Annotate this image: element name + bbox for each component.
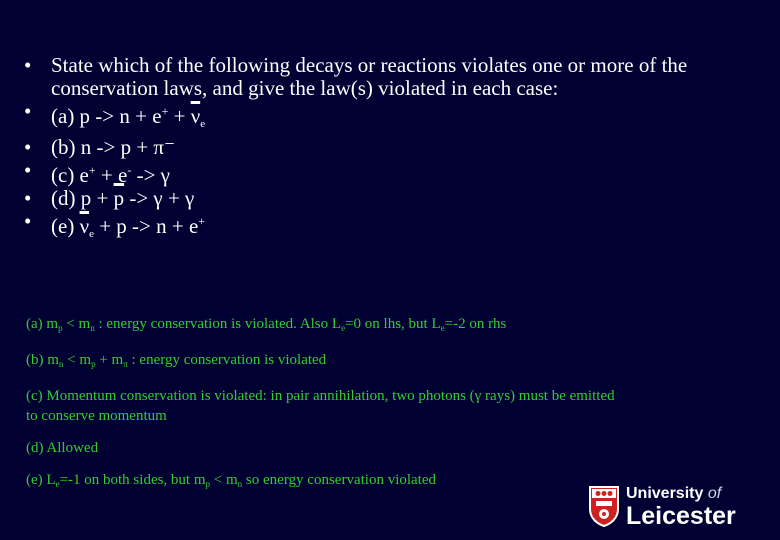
answer-d-text: (d) Allowed — [26, 440, 99, 456]
reaction-e — [24, 210, 724, 246]
reaction-c-sup2: - — [127, 163, 132, 177]
reaction-c-sup1: + — [88, 163, 96, 177]
answer-e-text: (e) L — [26, 472, 56, 488]
bullet-icon: • — [24, 186, 32, 210]
antineutrino-symbol: $\overline{\nu}$ — [190, 104, 201, 128]
answer-e-sub: e — [55, 479, 60, 489]
answer-b-text: < m — [63, 352, 92, 368]
answer-b-text: + m — [95, 352, 124, 368]
reaction-a-pre: (a) p -> n + e — [51, 104, 162, 128]
answer-a-text: : energy conservation is violated. Also L — [94, 316, 342, 332]
answer-b — [26, 350, 626, 374]
bullet-icon: • — [24, 99, 32, 123]
reaction-c-pre: (c) e — [51, 163, 89, 187]
reaction-e-mid: + p -> n + e — [93, 214, 199, 238]
reaction-a — [24, 100, 724, 136]
reaction-a-mid: + — [168, 104, 191, 128]
reaction-d — [24, 187, 724, 210]
reaction-d-post: -> γ + γ — [124, 186, 195, 210]
answer-d — [26, 438, 626, 458]
reaction-e-pre: (e) — [51, 214, 80, 238]
answer-e-sub: n — [237, 479, 243, 489]
logo-leicester: Leicester — [626, 502, 736, 530]
bullet-icon: • — [24, 209, 32, 233]
answer-e — [26, 470, 626, 494]
answer-a-text: =0 on lhs, but L — [345, 316, 441, 332]
antiproton-symbol: $\overline{p}$ — [113, 186, 125, 210]
answer-a-sub: e — [341, 323, 346, 333]
reaction-c — [24, 159, 724, 187]
logo-wordmark — [626, 484, 736, 529]
logo-university: University — [626, 485, 708, 502]
shield-icon — [588, 485, 620, 527]
answer-c — [26, 386, 626, 426]
question-text: State which of the following decays or reactions violates one or more of the conservation laws, and give the law(s) violated in each case: — [51, 53, 688, 100]
answer-e-text: so energy conservation violated — [242, 472, 437, 488]
reaction-b — [24, 136, 724, 159]
reaction-c-post: -> γ — [131, 163, 170, 187]
antineutrino-symbol: $\overline{\nu}$ — [79, 214, 90, 238]
bullet-icon: • — [24, 135, 32, 159]
reaction-e-sub: e — [89, 228, 94, 240]
answer-a-sub: p — [58, 323, 63, 333]
logo-line1 — [626, 484, 736, 504]
reaction-a-sup: + — [161, 104, 169, 118]
university-logo — [588, 484, 758, 528]
answer-b-text: (b) m — [26, 352, 59, 368]
answer-a-sub: e — [440, 323, 445, 333]
question-list — [24, 54, 724, 246]
answer-e-sub: p — [205, 479, 211, 489]
answer-b-sub: π — [123, 359, 128, 369]
bullet-icon: • — [24, 53, 32, 77]
question-intro — [24, 54, 724, 100]
answer-list — [26, 314, 626, 506]
reaction-c-mid: + e — [95, 163, 128, 187]
answer-a — [26, 314, 626, 338]
answer-b-text: : energy conservation is violated — [127, 352, 327, 368]
answer-a-text: < m — [62, 316, 91, 332]
answer-e-text: =-1 on both sides, but m — [59, 472, 206, 488]
answer-a-sub: n — [90, 323, 95, 333]
answer-a-text: =-2 on rhs — [444, 316, 507, 332]
reaction-d-pre: (d) p + — [51, 186, 114, 210]
answer-b-sub: n — [58, 359, 64, 369]
logo-of: of — [707, 485, 722, 502]
bullet-icon: • — [24, 158, 32, 182]
answer-c-text: (c) Momentum conservation is violated: in pair annihilation, two photons (γ rays) must be emitted to conserve momentum — [26, 388, 615, 424]
reaction-a-sub: e — [200, 118, 206, 130]
reaction-e-sup: + — [198, 214, 206, 228]
answer-b-sub: p — [91, 359, 96, 369]
reaction-b-text: (b) n -> p + π⁻ — [51, 135, 176, 159]
answer-a-text: (a) m — [26, 316, 59, 332]
answer-e-text: < m — [210, 472, 238, 488]
